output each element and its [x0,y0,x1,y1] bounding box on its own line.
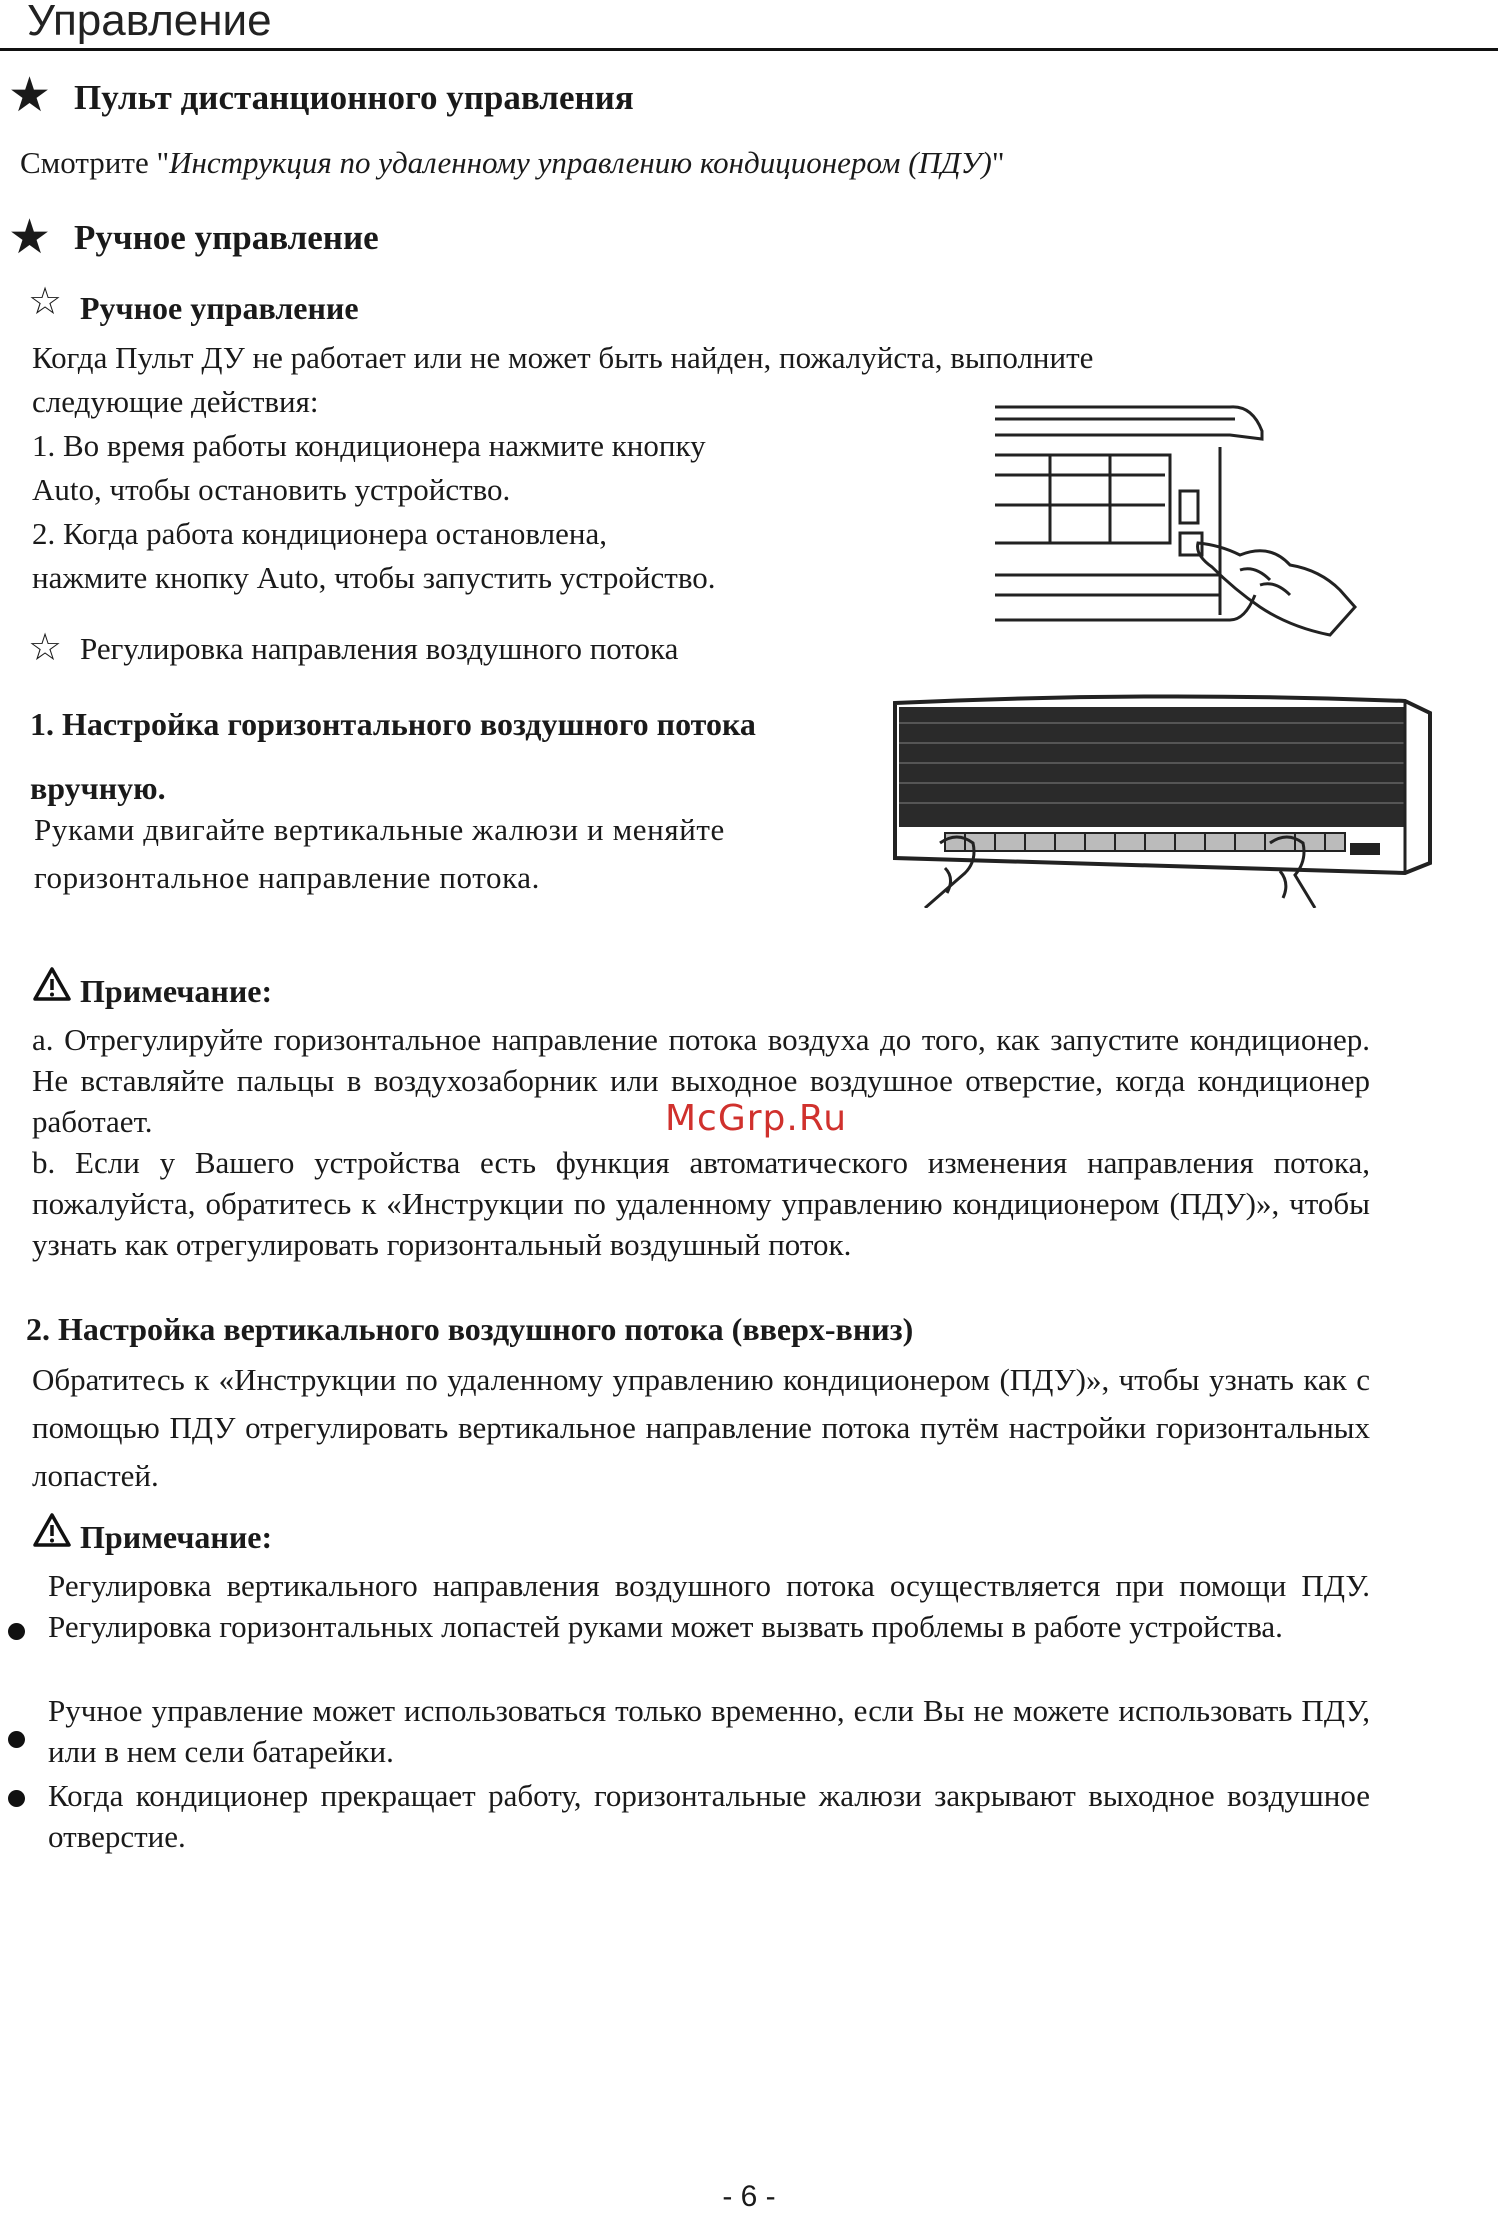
remote-reference-text: Смотрите "Инструкция по удаленному управлению кондиционером (ПДУ)" [20,145,1005,180]
page-title: Управление [27,0,272,45]
white-star-icon: ☆ [28,281,63,323]
vertical-airflow-text: Обратитесь к «Инструкции по удаленному управлению кондиционером (ПДУ)», чтобы узнать как с помощью ПДУ отрегулировать вертикальное направление потока путём настройки горизонтальных лопастей. [32,1362,1370,1493]
bullet-dot [8,1790,25,1807]
black-star-icon: ★ [8,69,52,122]
bullet-dot [8,1731,25,1748]
section-heading-manual: Ручное управление [74,218,379,257]
manual-intro: Когда Пульт ДУ не работает или не может быть найден, пожалуйста, выполните следующие действия: 1. Во время работы кондиционера нажмите кнопку Auto, чтобы остановить устройство. 2. Когда работа кондиционера остановлена, нажмите кнопку Auto, чтобы запустить устройство. [32,336,1372,600]
note-1-item-b: b. Если у Вашего устройства есть функция автоматического изменения направления потока, пожалуйста, обратитесь к «Инструкции по удаленному управлению кондиционером (ПДУ)», чтобы узнать как отрегулировать горизонтальный воздушный поток. [32,1145,1370,1262]
white-star-icon: ☆ [28,627,63,669]
manual-step-2: 2. Когда работа кондиционера остановлена, [32,516,607,551]
subheading-airflow: Регулировка направления воздушного потока [80,631,679,666]
note-1-heading: Примечание: [80,973,273,1009]
page-number: - 6 - [722,2180,776,2213]
warning-triangle-icon [32,1512,72,1548]
note-2-bullet-2: Ручное управление может использоваться только временно, если Вы не можете использовать ПДУ, или в нем сели батарейки. [48,1693,1370,1769]
note-2-heading: Примечание: [80,1519,273,1555]
title-divider [0,48,1498,51]
remote-manual-title: Инструкция по удаленному управлению кондиционером (ПДУ) [169,145,992,180]
subheading-manual: Ручное управление [80,290,359,326]
vertical-airflow-heading: 2. Настройка вертикального воздушного потока (вверх-вниз) [26,1311,914,1347]
black-star-icon: ★ [8,211,52,264]
horizontal-airflow-text: Руками двигайте вертикальные жалюзи и меняйте горизонтальное направление потока. [34,812,725,895]
auto-button-illustration [990,395,1380,655]
note-2-bullet-3: Когда кондиционер прекращает работу, горизонтальные жалюзи закрывают выходное воздушное отверстие. [48,1778,1370,1854]
warning-triangle-icon [32,966,72,1002]
watermark: McGrp.Ru [665,1098,848,1139]
note-1-item-a: a. Отрегулируйте горизонтальное направление потока воздуха до того, как запустите кондиционер. Не вставляйте пальцы в воздухозаборник или выходное воздушное отверстие, когда кондиционер работает. [32,1022,1370,1139]
bullet-dot [8,1623,25,1640]
section-heading-remote: Пульт дистанционного управления [74,78,634,117]
air-conditioner-illustration [885,693,1445,908]
manual-step-1: 1. Во время работы кондиционера нажмите кнопку [32,428,706,463]
note-2-bullet-1: Регулировка вертикального направления воздушного потока осуществляется при помощи ПДУ. Регулировка горизонтальных лопастей руками может вызвать проблемы в работе устройства. [48,1568,1370,1644]
horizontal-airflow-heading: 1. Настройка горизонтального воздушного потока вручную. [30,706,756,806]
